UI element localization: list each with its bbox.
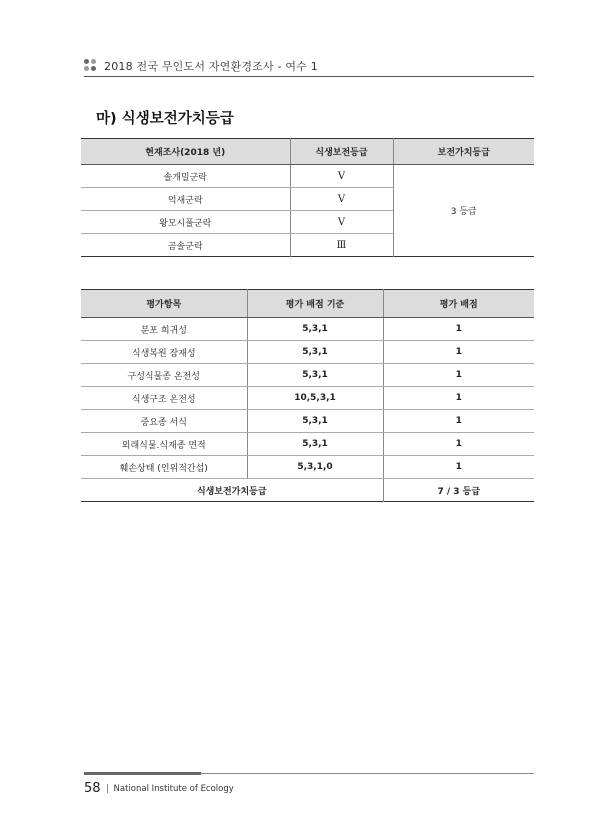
total-value: 7 / 3 등급 — [383, 479, 534, 502]
item-cell: 구성식물종 온전성 — [81, 364, 247, 387]
section-title: 마) 식생보전가치등급 — [96, 111, 234, 127]
item-cell: 중요종 서식 — [81, 410, 247, 433]
column-header: 평가 배점 — [383, 290, 534, 318]
criteria-cell: 5,3,1,0 — [247, 456, 383, 479]
criteria-cell: 5,3,1 — [247, 364, 383, 387]
table-row — [81, 433, 534, 456]
column-header: 평가 배점 기준 — [247, 290, 383, 318]
table-row — [81, 341, 534, 364]
criteria-cell: 10,5,3,1 — [247, 387, 383, 410]
item-cell: 식생구조 온전성 — [81, 387, 247, 410]
header-divider — [84, 76, 534, 77]
criteria-cell: 5,3,1 — [247, 318, 383, 341]
page-footer — [84, 781, 234, 796]
table-row — [81, 364, 534, 387]
table-row — [81, 165, 534, 188]
community-cell: 왕모시풀군락 — [81, 211, 290, 234]
evaluation-table — [81, 289, 534, 502]
table-row — [81, 456, 534, 479]
table-row — [81, 318, 534, 341]
score-cell: 1 — [383, 364, 534, 387]
header-title: 2018 전국 무인도서 자연환경조사 - 여수 1 — [104, 60, 318, 73]
footer-accent-bar — [84, 772, 201, 775]
column-header: 식생보전등급 — [290, 139, 393, 165]
header-dots-icon — [84, 59, 98, 73]
score-cell: 1 — [383, 410, 534, 433]
column-header: 평가항목 — [81, 290, 247, 318]
item-cell: 외래식물.식재종 면적 — [81, 433, 247, 456]
page-number: 58 — [84, 781, 101, 796]
table-row — [81, 387, 534, 410]
item-cell: 식생복원 잠재성 — [81, 341, 247, 364]
footer-divider — [201, 773, 534, 774]
community-cell: 곰솔군락 — [167, 241, 203, 252]
column-header: 현재조사(2018 년) — [81, 139, 290, 165]
running-header — [84, 56, 534, 76]
table-header-row — [81, 290, 534, 318]
score-cell: 1 — [383, 341, 534, 364]
value-grade-cell: 3 등급 — [393, 165, 534, 257]
vegetation-grade-table — [81, 138, 534, 257]
total-label: 식생보전가치등급 — [81, 479, 383, 502]
criteria-cell: 5,3,1 — [247, 410, 383, 433]
total-row — [81, 479, 534, 502]
score-cell: 1 — [383, 456, 534, 479]
institute-name: National Institute of Ecology — [113, 783, 234, 794]
table-row — [81, 410, 534, 433]
grade-cell: V — [290, 165, 393, 188]
score-cell: 1 — [383, 318, 534, 341]
score-cell: 1 — [383, 433, 534, 456]
grade-cell: V — [290, 211, 393, 234]
community-cell: 솔개밀군락 — [81, 165, 290, 188]
criteria-cell: 5,3,1 — [247, 433, 383, 456]
footer-separator — [107, 784, 108, 793]
criteria-cell: 5,3,1 — [247, 341, 383, 364]
item-cell: 분포 희귀성 — [81, 318, 247, 341]
item-cell: 훼손상태 (인위적간섭) — [81, 456, 247, 479]
community-cell: 억새군락 — [81, 188, 290, 211]
score-cell: 1 — [383, 387, 534, 410]
grade-cell: Ⅲ — [290, 234, 393, 257]
column-header: 보전가치등급 — [393, 139, 534, 165]
grade-cell: V — [290, 188, 393, 211]
table-header-row — [81, 139, 534, 165]
